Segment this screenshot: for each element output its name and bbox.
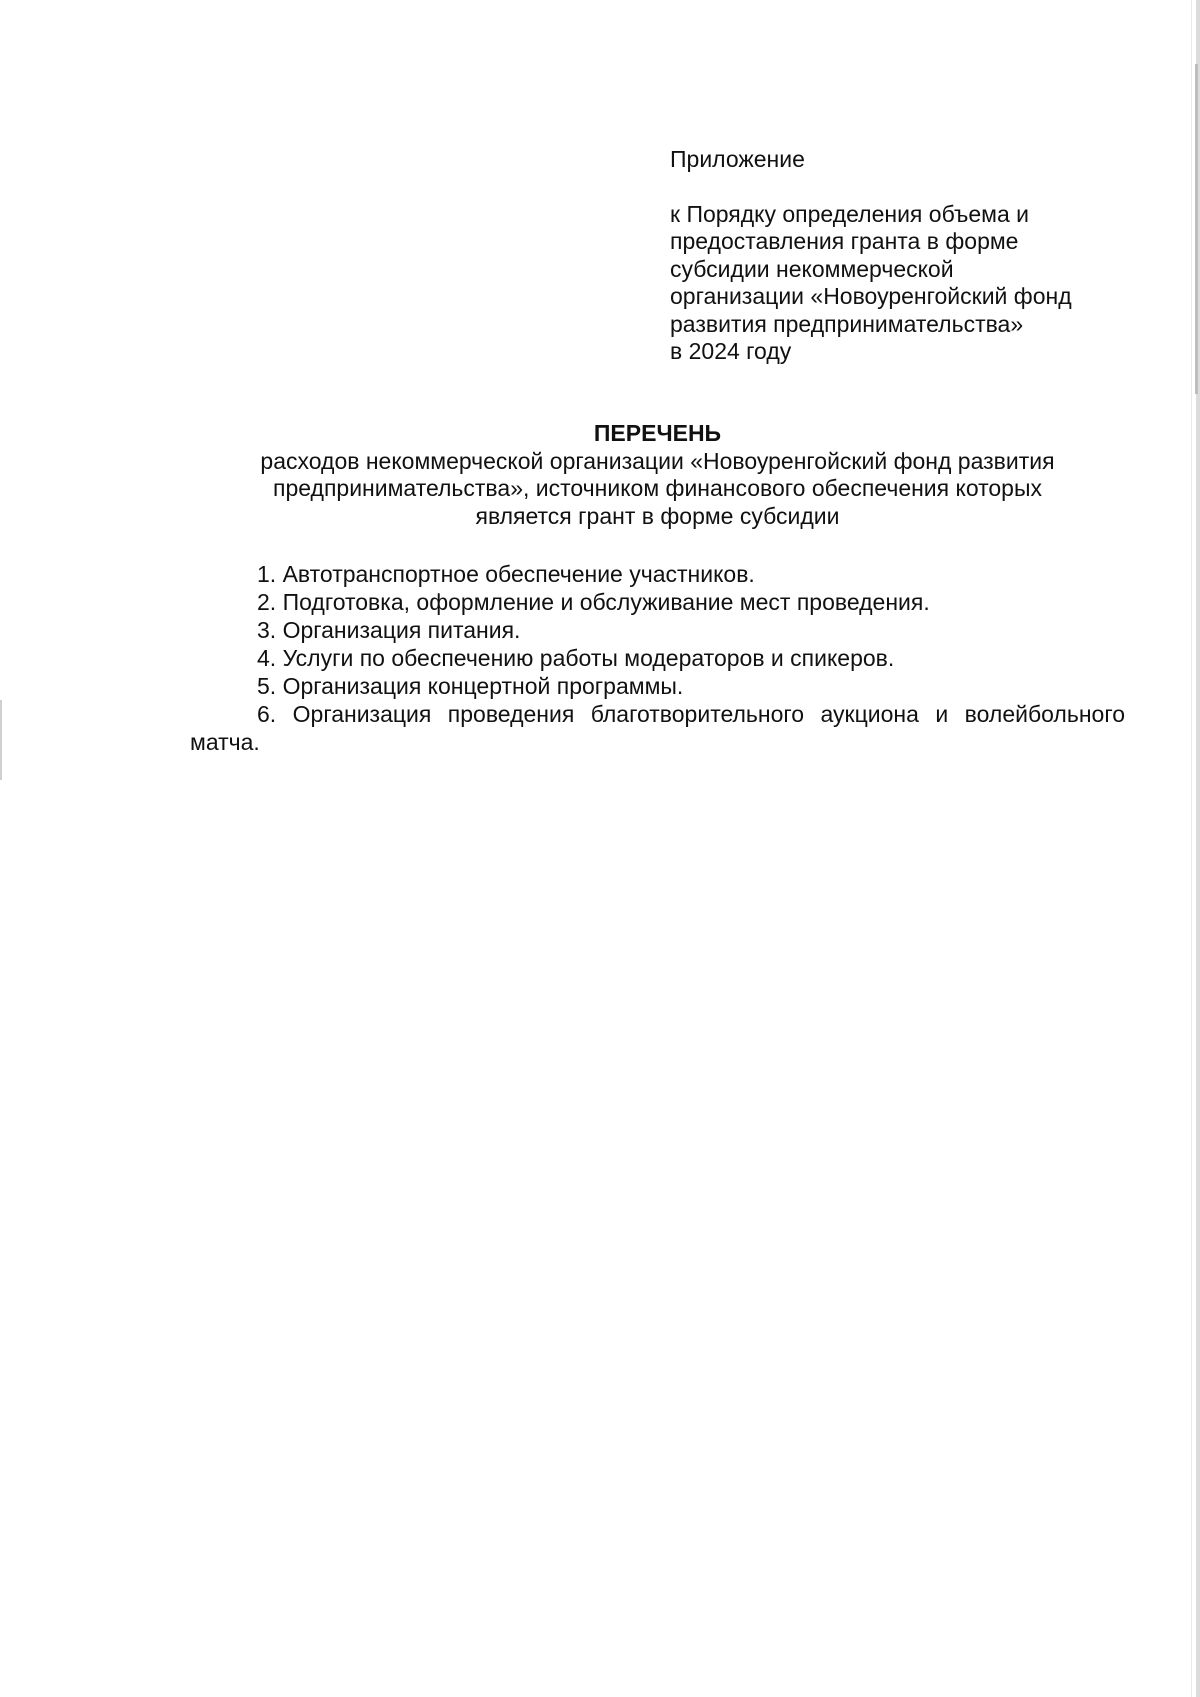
list-item-text: Услуги по обеспечению работы модераторов и спикеров. [282, 645, 895, 671]
scan-edge-line [1191, 0, 1192, 1697]
list-item-number: 4. [257, 645, 277, 671]
list-item [190, 644, 1125, 672]
heading-title: ПЕРЕЧЕНЬ [593, 420, 722, 446]
scan-edge-mark [1195, 64, 1198, 394]
document-heading [180, 420, 1135, 530]
appendix-reference: к Порядку определения объема и предоставления гранта в форме субсидии некоммерческой организации «Новоуренгойский фонд развития предпринимательства» в 2024 году [670, 200, 1072, 364]
appendix-title: Приложение [670, 146, 805, 172]
list-item [190, 672, 1125, 700]
list-item-number: 2. [257, 589, 277, 615]
scan-edge-left [0, 700, 2, 780]
list-item-text: Автотранспортное обеспечение участников. [282, 561, 755, 587]
list-item-text: Подготовка, оформление и обслуживание мест проведения. [282, 589, 930, 615]
list-item-number: 3. [257, 617, 277, 643]
list-item [190, 560, 1125, 588]
list-item [190, 616, 1125, 644]
list-item-text: Организация питания. [282, 617, 521, 643]
list-item [190, 588, 1125, 616]
list-item-number: 1. [257, 561, 277, 587]
list-item-number: 5. [257, 673, 277, 699]
list-item [190, 700, 1125, 756]
list-item-text: Организация концертной программы. [282, 673, 684, 699]
heading-subtitle: расходов некоммерческой организации «Новоуренгойский фонд развития предпринимательства», источником финансового обеспечения которых является грант в форме субсидии [260, 447, 1055, 529]
expense-list [190, 560, 1125, 756]
list-item-number: 6. [257, 701, 277, 727]
appendix-block [670, 146, 1130, 366]
list-item-text: Организация проведения благотворительного аукциона и волейбольного матча. [190, 701, 1125, 755]
